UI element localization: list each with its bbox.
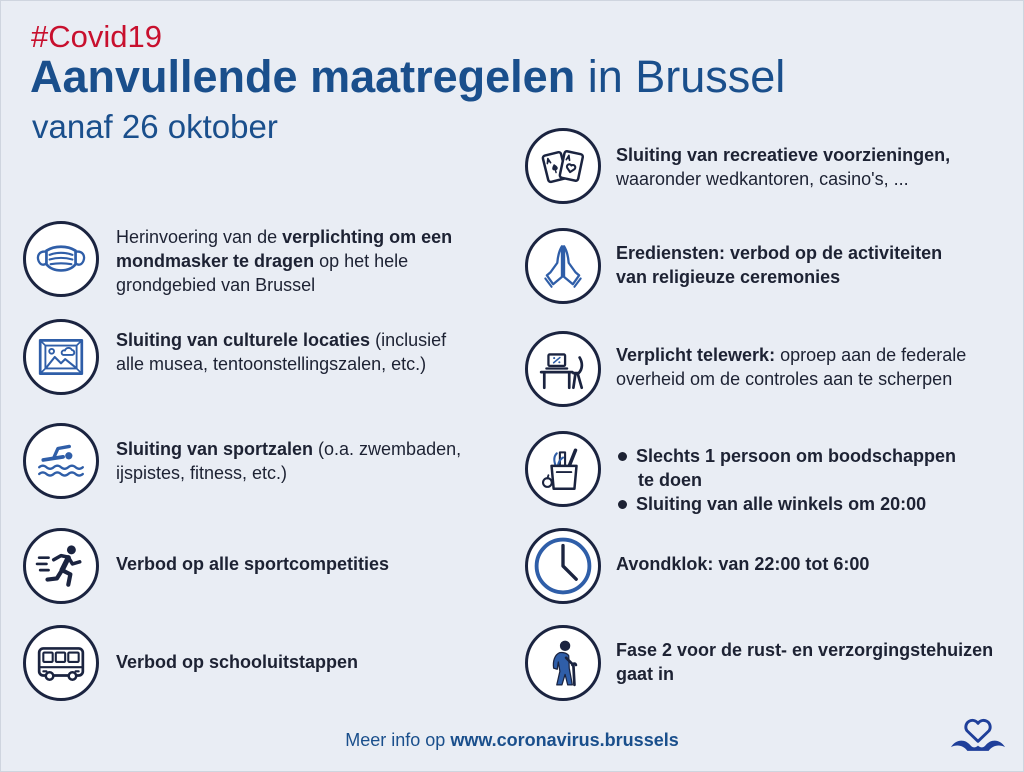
telework-desk-icon: [537, 343, 589, 395]
icon-circle: [525, 625, 601, 701]
icon-circle: [23, 625, 99, 701]
icon-circle: [525, 431, 601, 507]
icon-circle: [525, 528, 601, 604]
text-segment-bold: Erediensten: verbod op de activiteiten: [616, 243, 943, 263]
text-line: [616, 662, 993, 686]
text-segment: waaronder wedkantoren, casino's, ...: [616, 169, 909, 189]
page-title: [30, 51, 785, 103]
swimmer-icon: [35, 435, 87, 487]
text-line: [116, 461, 461, 485]
text-segment: (o.a. zwembaden,: [313, 439, 462, 459]
text-segment: op het hele: [314, 251, 409, 271]
icon-circle: [23, 221, 99, 297]
text-segment: (inclusief: [370, 330, 447, 350]
text-line: [116, 249, 452, 273]
playing-cards-icon: [537, 140, 589, 192]
icon-circle: [23, 423, 99, 499]
measure-text: [616, 343, 966, 391]
text-segment: grondgebied van Brussel: [116, 275, 316, 295]
runner-icon: [35, 540, 87, 592]
icon-circle: [23, 528, 99, 604]
face-mask-icon: [35, 233, 87, 285]
footer-more-info: [1, 728, 1023, 752]
text-line: [636, 468, 956, 492]
measure-text: [616, 143, 950, 191]
text-segment: oproep aan de federale: [775, 345, 967, 365]
footer-prefix: Meer info op: [345, 730, 451, 750]
text-segment: ijspistes, fitness, etc.): [116, 463, 288, 483]
text-line: [116, 437, 461, 461]
text-segment-bold: van religieuze ceremonies: [616, 267, 841, 287]
measure-text: [616, 444, 956, 516]
praying-hands-icon: [537, 240, 589, 292]
bullet-dot: [618, 452, 627, 461]
measure-text: [116, 328, 446, 376]
text-line: [616, 143, 950, 167]
text-segment-bold: Sluiting van sportzalen: [116, 439, 314, 459]
title-bold: Aanvullende maatregelen: [30, 51, 576, 102]
text-segment-bold: Verplicht telewerk:: [616, 345, 776, 365]
bullet-item: [616, 444, 956, 492]
text-segment-bold: verplichting om een: [282, 227, 453, 247]
elderly-person-icon: [537, 637, 589, 689]
text-line: [616, 367, 966, 391]
text-segment-bold: Avondklok: van 22:00 tot 6:00: [616, 554, 870, 574]
clock-icon: [533, 536, 593, 596]
icon-circle: [525, 128, 601, 204]
text-line: [616, 167, 950, 191]
measure-text: [116, 552, 389, 576]
text-segment: overheid om de controles aan te scherpen: [616, 369, 953, 389]
brand-logo: [949, 715, 1007, 754]
text-line: [636, 492, 956, 516]
text-segment: alle musea, tentoonstellingszalen, etc.): [116, 354, 427, 374]
icon-circle: [525, 228, 601, 304]
grocery-bag-icon: [537, 443, 589, 495]
heart-waves-logo-icon: [949, 715, 1007, 754]
text-segment-bold: Slechts 1 persoon om boodschappen: [636, 446, 957, 466]
page-subtitle: vanaf 26 oktober: [32, 108, 278, 145]
title-regular: in Brussel: [575, 51, 786, 102]
text-segment: Herinvoering van de: [116, 227, 283, 247]
text-line: [616, 343, 966, 367]
text-segment-bold: Verbod op schooluitstappen: [116, 652, 359, 672]
text-line: [616, 265, 942, 289]
measure-text: [116, 225, 452, 297]
measure-text: [116, 437, 461, 485]
text-line: [616, 552, 869, 576]
text-segment-bold: Sluiting van alle winkels om 20:00: [636, 494, 927, 514]
text-line: [116, 552, 389, 576]
text-segment-bold: Sluiting van culturele locaties: [116, 330, 371, 350]
icon-circle: [23, 319, 99, 395]
icon-circle: [525, 331, 601, 407]
text-line: [116, 650, 358, 674]
text-line: [616, 638, 993, 662]
bullet-item: [616, 492, 956, 516]
measure-text: [116, 650, 358, 674]
measure-text: [616, 638, 993, 686]
text-line: [116, 273, 452, 297]
text-segment-bold: Fase 2 voor de rust- en verzorgingstehuizen: [616, 640, 994, 660]
bullet-dot: [618, 500, 627, 509]
footer-website: www.coronavirus.brussels: [450, 730, 679, 750]
text-line: [636, 444, 956, 468]
text-line: [116, 352, 446, 376]
text-segment-bold: Sluiting van recreatieve voorzieningen,: [616, 145, 951, 165]
measure-text: [616, 552, 869, 576]
text-segment-bold: mondmasker te dragen: [116, 251, 315, 271]
picture-frame-icon: [35, 331, 87, 383]
text-segment-bold: te doen: [638, 470, 703, 490]
text-line: [616, 241, 942, 265]
text-segment-bold: Verbod op alle sportcompetities: [116, 554, 390, 574]
hashtag: #Covid19: [31, 19, 162, 54]
text-line: [116, 225, 452, 249]
measure-text: [616, 241, 942, 289]
text-line: [116, 328, 446, 352]
text-segment-bold: gaat in: [616, 664, 675, 684]
bus-icon: [35, 637, 87, 689]
